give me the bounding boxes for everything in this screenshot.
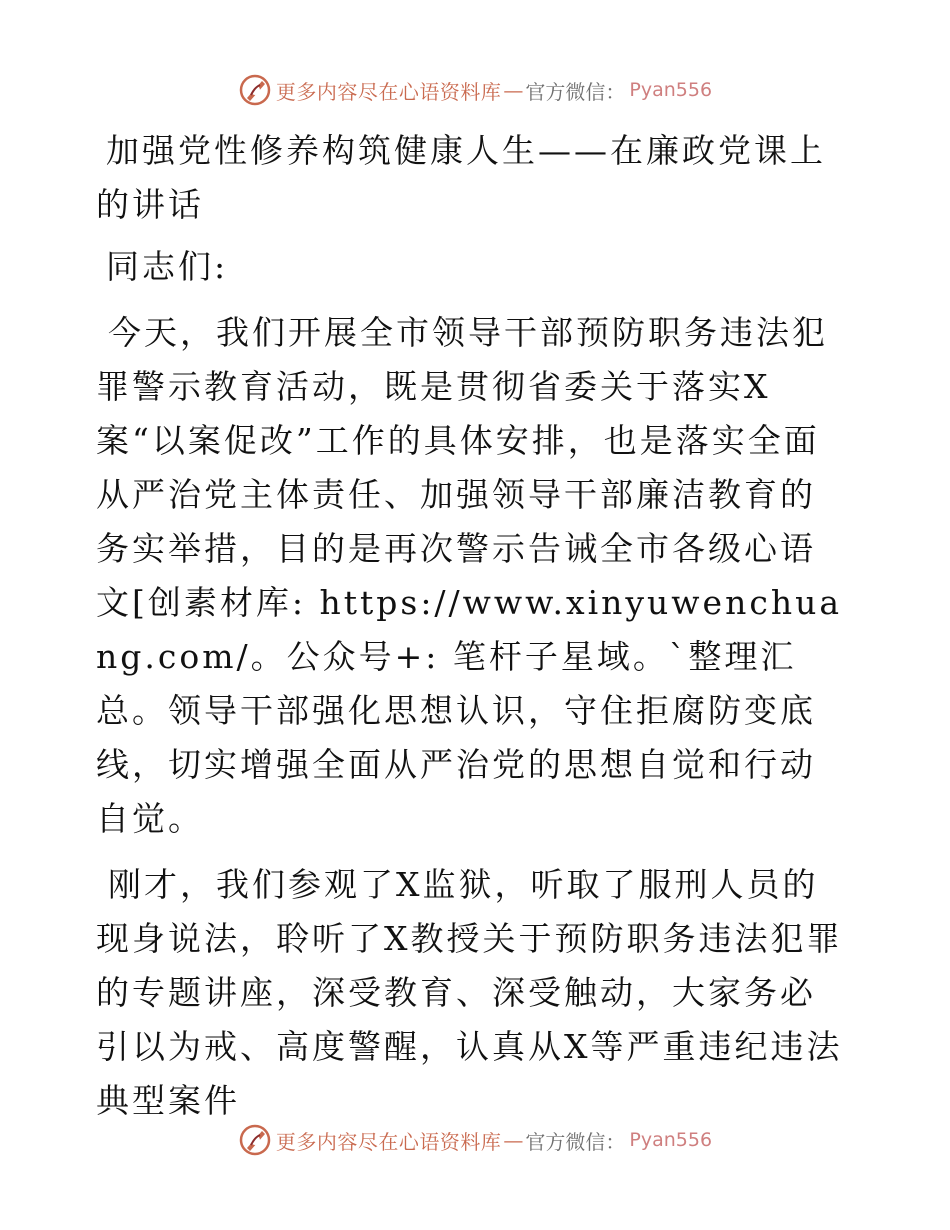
brand-logo-icon — [238, 73, 272, 107]
banner-main-text: 更多内容尽在心语资料库 — [275, 1129, 502, 1154]
header-watermark-banner — [0, 70, 950, 110]
paragraph: 刚才，我们参观了X监狱，听取了服刑人员的现身说法，聆听了X教授关于预防职务违法犯罪的专题讲座，深受教育、深受触动，大家务必引以为戒、高度警醒，认真从X等严重违纪违法典型案件 — [96, 865, 843, 1120]
banner-sub-text: 官方微信： — [525, 79, 626, 104]
document-body — [96, 124, 848, 1128]
footer-watermark-banner — [0, 1120, 950, 1160]
banner-dash: — — [503, 78, 524, 102]
banner-main-text: 更多内容尽在心语资料库 — [275, 79, 502, 104]
banner-wechat-id: Pyan556 — [629, 1129, 713, 1151]
banner-wechat-id: Pyan556 — [629, 79, 713, 101]
banner-dash: — — [503, 1128, 524, 1152]
banner-sub-text: 官方微信： — [525, 1129, 626, 1154]
brand-logo-icon — [238, 1123, 272, 1157]
greeting: 同志们: — [106, 247, 229, 286]
document-title: 加强党性修养构筑健康人生——在廉政党课上的讲话 — [96, 131, 826, 224]
paragraph: 今天，我们开展全市领导干部预防职务违法犯罪警示教育活动，既是贯彻省委关于落实X案“以案促改”工作的具体安排，也是落实全面从严治党主体责任、加强领导干部廉洁教育的务实举措，目的是再次警示告诫全市各级心语文[创素材库: https://www.xinyuwenchuang.com/。公众号+: 笔杆子星域。`整理汇总。领导干部强化思想认识，守住拒腐防变底线，切实增强全面从严治党的思想自觉和行动自觉。 — [96, 313, 842, 838]
